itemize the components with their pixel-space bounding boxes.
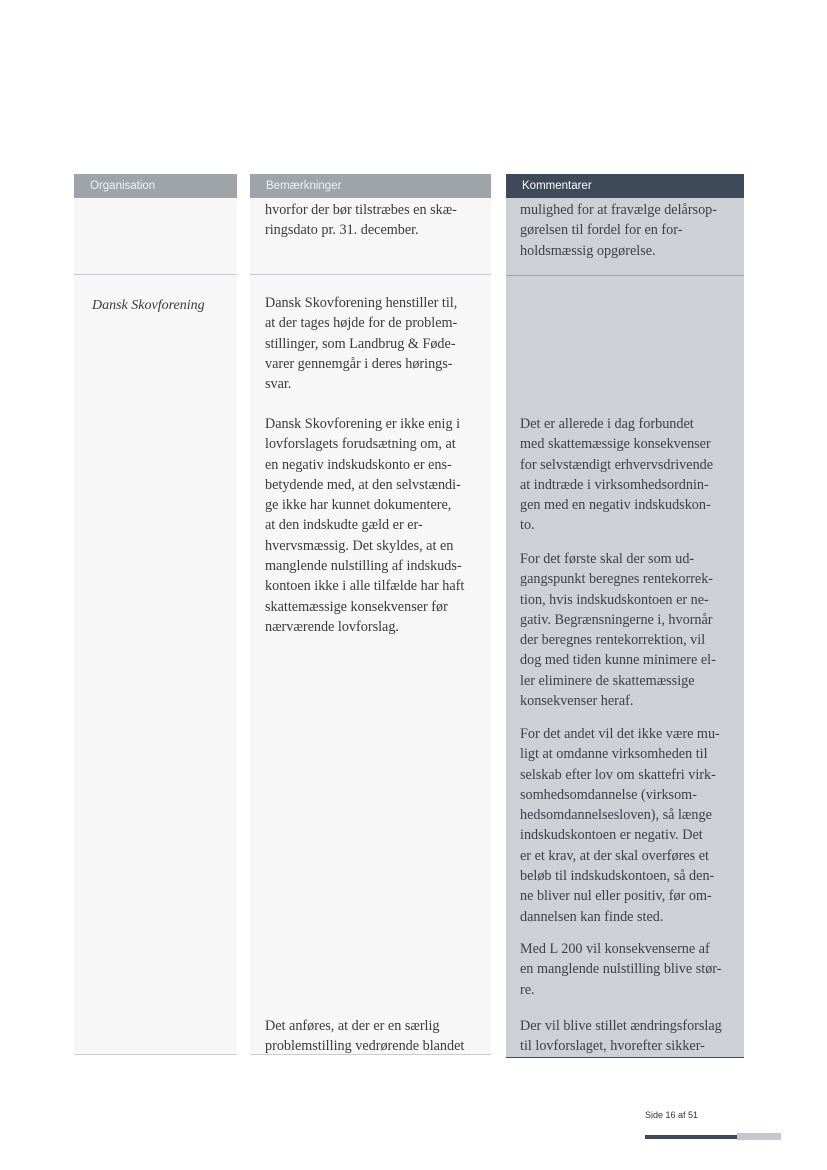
header-bemaerkninger: Bemærkninger [250,174,491,198]
header-kommentarer: Kommentarer [506,174,744,198]
row-divider [74,1054,237,1055]
kommentar-text: Det er allerede i dag forbundet med skattemæssige konsekvenser for selvstændigt erhvervsdrivende at indtræde i virksomhedsordnin- gen med en negativ indskudskon- to. [520,416,714,534]
organisation-name: Dansk Skovforening [92,298,205,313]
kommentar-text: mulighed for at fravælge delårsop- gørelsen til fordel for en for- holdsmæssig opgørelse. [520,202,717,259]
row-divider [506,275,744,276]
page-number: Side 16 af 51 [645,1110,699,1120]
bemaerkning-text: Dansk Skovforening henstiller til, at der tages højde for de problem- stillinger, som Landbrug & Føde- varer gennemgår i deres hørings- svar. [265,295,458,393]
bemaerkning-text: Dansk Skovforening er ikke enig i lovforslagets forudsætning om, at en negativ indskudskonto er ens- betydende med, at den selvstændi- ge ikke har kunnet dokumentere, at den indskudte gæld er er- hvervsmæssig. Det skyldes, at en manglende nulstilling af indskuds- kontoen ikke i alle tilfælde har haft skattemæssige konsekvenser før nærværende lovforslag. [265,416,465,635]
kommentar-text: Der vil blive stillet ændringsforslag til lovforslaget, hvorefter sikker- [520,1018,722,1055]
row-divider [250,274,491,275]
kommentar-text: For det første skal der som ud- gangspunkt beregnes rentekorrek- tion, hvis indskudskontoen er ne- gativ. Begrænsningerne i, hvornår der beregnes rentekorrektion, vil dog med tiden kunne minimere el- ler eliminere de skattemæssige konsekvenser heraf. [520,551,716,710]
kommentar-text: Med L 200 vil konsekvenserne af en manglende nulstilling blive stør- re. [520,941,722,998]
row-divider [506,1057,744,1058]
footer-bar-light [737,1133,781,1140]
bemaerkning-text: Det anføres, at der er en særlig problemstilling vedrørende blandet [265,1018,465,1055]
header-organisation: Organisation [74,174,237,198]
bemaerkning-text: hvorfor der bør tilstræbes en skæ- ringsdato pr. 31. december. [265,202,457,239]
footer-bar-dark [645,1135,737,1139]
kommentar-text: For det andet vil det ikke være mu- ligt at omdanne virksomheden til selskab efter lov om skattefri virk- somhedsomdannelse (virksom- hedsomdannelsesloven), så længe indskudskontoen er negativ. Det er et krav, at der skal overføres et beløb til indskudskontoen, så den- ne bliver nul eller positiv, før om- dannelsen kan finde sted. [520,726,720,925]
row-divider [74,274,237,275]
